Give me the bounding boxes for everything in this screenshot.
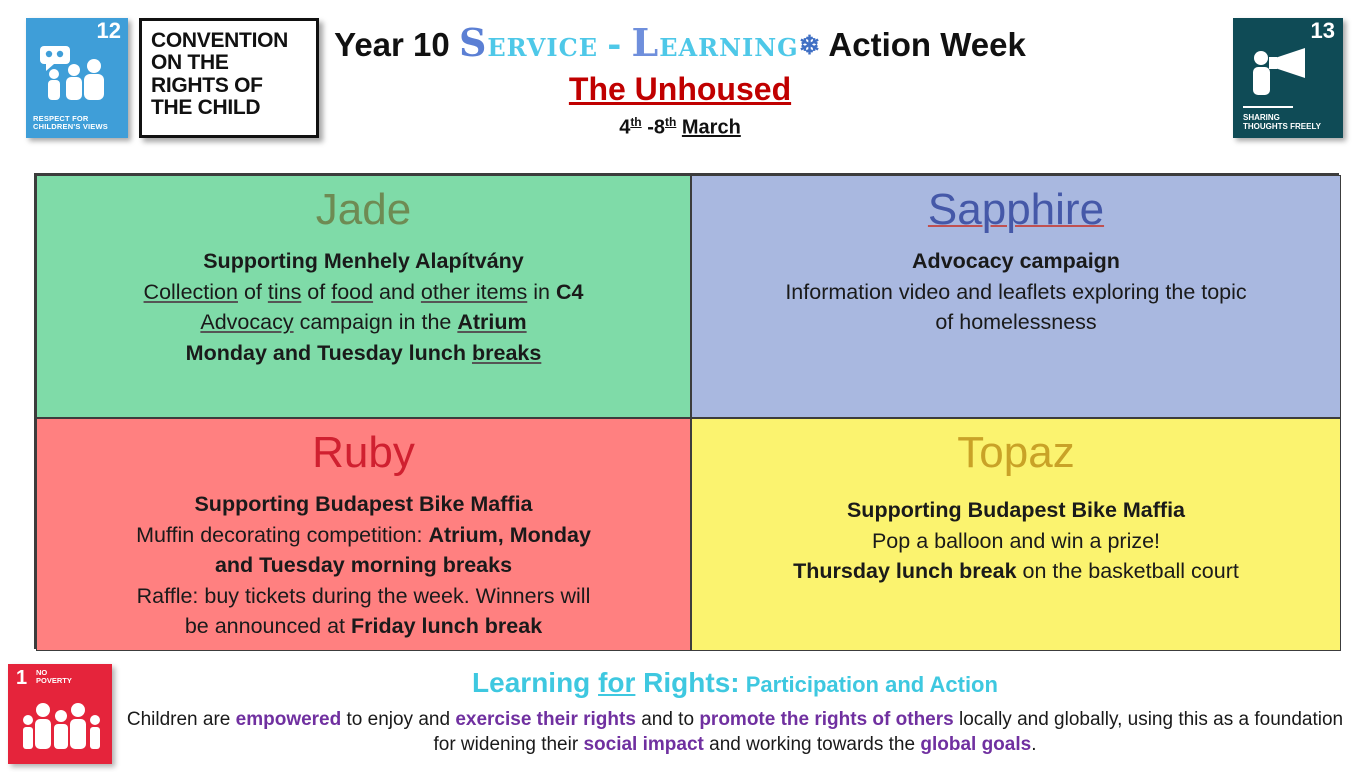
crc-line-3: RIGHTS OF (151, 73, 263, 97)
header (0, 0, 1371, 168)
house-card-topaz (691, 418, 1341, 651)
title-dash: - (607, 25, 623, 65)
sdg-1-caption (36, 669, 72, 686)
sdg-12-pictogram-icon (34, 44, 118, 102)
sdg-12-caption (33, 115, 108, 132)
house-card-ruby (36, 418, 691, 651)
text-segment: food (331, 279, 374, 304)
text-segment: and Tuesday morning breaks (214, 553, 513, 578)
page-title (330, 20, 1030, 66)
house-body-sapphire (704, 246, 1328, 338)
text-segment: breaks (471, 340, 542, 365)
date-start-number: 4 (619, 116, 631, 139)
date-month: March (681, 116, 741, 139)
text-segment: social impact (583, 734, 704, 756)
text-segment: Thursday lunch break (793, 559, 1017, 584)
text-segment: tins (267, 279, 302, 304)
text-segment: Atrium, Monday (428, 522, 591, 547)
house-card-jade (36, 175, 691, 418)
text-segment: and (373, 279, 421, 304)
text-segment: . (1031, 734, 1037, 756)
footer-title-for: for (598, 667, 636, 698)
text-segment: Friday lunch break (351, 614, 543, 639)
sdg-1-number: 1 (16, 667, 28, 689)
text-segment: promote the rights of others (699, 709, 954, 730)
text-segment: be announced at (184, 614, 351, 639)
sdg-13-number: 13 (1310, 18, 1335, 43)
house-body-line (49, 307, 678, 338)
house-body-line (49, 489, 678, 520)
house-body-line (704, 277, 1328, 308)
text-segment: to enjoy and (341, 709, 456, 730)
house-body-line (704, 246, 1328, 277)
house-body-line (49, 338, 678, 369)
sdg-13-rule (1243, 106, 1293, 108)
sdg-badge-1 (8, 664, 112, 764)
house-body-jade (49, 246, 678, 368)
sdg-13-caption (1243, 113, 1321, 131)
house-body-line (49, 550, 678, 581)
page-subtitle-text: The Unhoused (568, 70, 792, 107)
sdg-12-caption-line1: RESPECT FOR (33, 113, 89, 123)
sdg-13-caption-line1: SHARING (1243, 112, 1280, 122)
sdg-1-caption-line2: POVERTY (36, 676, 72, 686)
text-segment: global goals (920, 734, 1032, 756)
text-segment: Supporting Budapest Bike Maffia (194, 492, 533, 517)
footer-title-small: Participation and Action (739, 672, 998, 697)
house-title-sapphire: Sapphire (927, 185, 1105, 234)
text-segment: campaign in the (293, 310, 458, 335)
title-block (330, 20, 1030, 140)
text-segment: of homelessness (935, 310, 1097, 335)
date-start-suffix: th (630, 114, 642, 129)
text-segment: other items (420, 279, 528, 304)
title-learning-rest: earning (659, 25, 799, 65)
sdg-13-megaphone-icon (1247, 46, 1329, 98)
house-body-line (49, 277, 678, 308)
text-segment: of (301, 279, 332, 304)
house-body-line (49, 611, 678, 642)
text-segment: and to (635, 709, 700, 730)
house-body-line (49, 246, 678, 277)
house-title-topaz: Topaz (957, 428, 1075, 477)
text-segment: Advocacy campaign (912, 249, 1120, 274)
footer-title (120, 668, 1350, 699)
text-segment: Supporting Menhely Alapítvány (203, 249, 524, 274)
title-service-rest: ervice (487, 25, 599, 65)
title-learning-l: L (631, 20, 660, 65)
title-pre: Year 10 (334, 26, 450, 63)
text-segment: in (527, 279, 556, 304)
text-segment: Information video and leaflets exploring the topic (785, 279, 1247, 304)
text-segment: Children are (126, 709, 236, 730)
text-segment: Atrium (457, 310, 527, 335)
convention-rights-child-logo (139, 18, 319, 138)
title-post: Action Week (828, 26, 1026, 63)
title-service-s: S (458, 20, 488, 65)
house-body-ruby (49, 489, 678, 642)
text-segment: locally and globally, using this as a foundation for widening their (433, 709, 1344, 756)
house-card-sapphire (691, 175, 1341, 418)
sdg-1-caption-line1: NO (36, 668, 48, 677)
sdg-badge-12 (26, 18, 128, 138)
text-segment: Muffin decorating competition: (136, 522, 429, 547)
house-body-topaz (704, 495, 1328, 587)
sdg-badge-13 (1233, 18, 1343, 138)
house-body-line (49, 581, 678, 612)
text-segment: exercise their rights (455, 709, 636, 730)
text-segment: Collection (143, 279, 238, 304)
house-body-line (704, 526, 1328, 557)
date-end-number: -8 (647, 116, 665, 139)
footer-title-a: Learning (472, 667, 599, 698)
text-segment: on the basketball court (1016, 559, 1239, 584)
sdg-12-caption-line2: CHILDREN'S VIEWS (33, 122, 108, 132)
house-body-line (704, 495, 1328, 526)
text-segment: Raffle: buy tickets during the week. Winners will (136, 583, 591, 608)
date-end-suffix: th (665, 114, 677, 129)
snowflake-icon: ❄ (798, 30, 821, 60)
footer (0, 655, 1371, 772)
crc-line-1: CONVENTION (151, 29, 289, 52)
text-segment: Supporting Budapest Bike Maffia (846, 498, 1186, 523)
text-segment: Advocacy (200, 310, 294, 335)
crc-line-4: THE CHILD (151, 96, 261, 120)
house-grid (34, 173, 1339, 649)
text-segment: Pop a balloon and win a prize! (871, 528, 1161, 553)
text-segment: Monday and Tuesday lunch (185, 340, 472, 365)
house-body-line (704, 556, 1328, 587)
house-title-jade: Jade (315, 185, 412, 234)
date-range (330, 115, 1030, 140)
text-segment: empowered (235, 709, 342, 730)
crc-line-2: ON THE (151, 51, 229, 75)
text-segment: C4 (555, 279, 584, 304)
house-body-line (49, 520, 678, 551)
sdg-1-family-icon (16, 694, 104, 756)
text-segment: of (237, 279, 268, 304)
page-subtitle (330, 72, 1030, 107)
sdg-12-number: 12 (96, 18, 121, 43)
footer-title-b: Rights: (635, 667, 740, 698)
sdg-13-caption-line2: THOUGHTS FREELY (1243, 121, 1321, 131)
house-body-line (704, 307, 1328, 338)
house-title-ruby: Ruby (312, 428, 415, 477)
footer-paragraph (120, 707, 1350, 758)
text-segment: and working towards the (703, 734, 921, 756)
